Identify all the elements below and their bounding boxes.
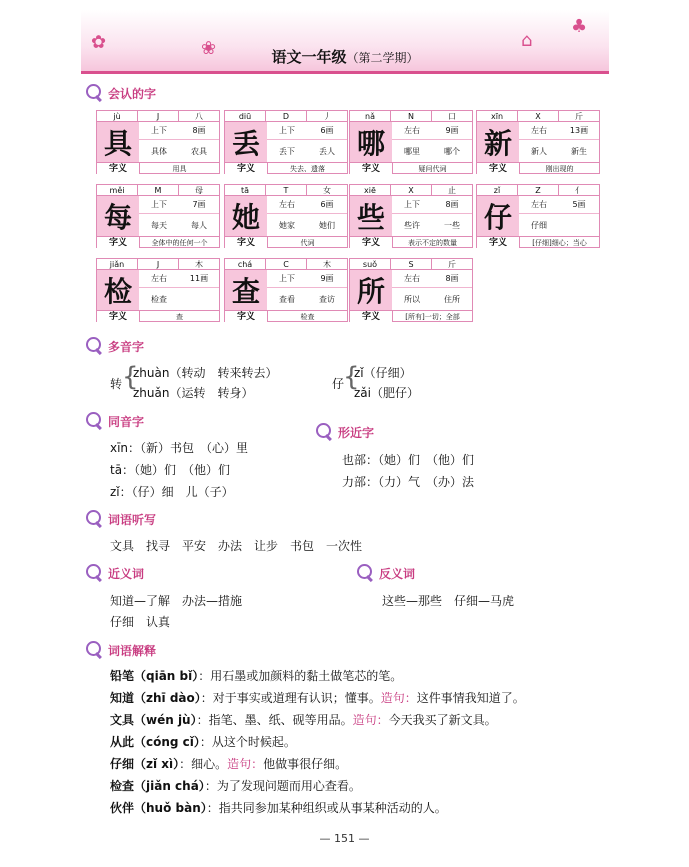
example-label: 造句： [380,691,417,705]
explain-word: 知道（zhī dào） [110,691,201,705]
radical: 止 [448,186,456,195]
hanzi: 检 [97,270,139,310]
word: 新人 [531,146,547,156]
strokes: 6画 [320,126,334,135]
hanzi: 她 [225,196,267,236]
explain-word: 从此（cóng cǐ） [110,735,200,749]
meaning: 代词 [267,237,347,248]
word: 农具 [191,146,207,156]
section-polyphone: 多音字 [86,337,144,355]
explain-line [110,777,361,794]
homophone-line: zǐ：（仔）细 儿（子） [110,485,234,499]
example-sentence: 他做事很仔细。 [263,757,348,771]
structure: 上下 [151,200,167,209]
word: 新生 [571,146,587,156]
word: 每人 [191,220,207,230]
strokes: 9画 [445,126,459,135]
explain-def: ：从这个时候起。 [199,735,296,749]
meaning: 检查 [267,311,347,322]
example-label: 造句： [352,713,389,727]
poly-reading: zǐ（仔细） [354,366,412,380]
word: 她家 [279,220,295,230]
magnifier-icon [86,564,104,582]
section-recognize: 会认的字 [86,84,156,102]
strokes: 5画 [572,200,586,209]
example-sentence: 今天我买了新文具。 [388,713,497,727]
brace-icon: { [343,362,360,392]
section-homophone: 同音字 [86,412,144,430]
meaning: [仔细]细心；当心 [519,237,599,248]
homophone-line: tā：（她）们 （他）们 [110,463,231,477]
meaning-label: 字义 [477,237,519,248]
word: 丢下 [279,146,295,156]
meaning: 疑问代词 [392,163,472,174]
strokes: 6画 [320,200,334,209]
word: 住所 [444,294,460,304]
pinyin: jù [97,111,138,121]
pinyin: suǒ [350,259,391,269]
magnifier-icon [86,337,104,355]
house-icon: ⌂ [521,30,533,51]
hanzi: 所 [350,270,392,310]
flower-icon: ✿ [91,32,107,53]
word: 她们 [319,220,335,230]
char-card [224,258,348,322]
radical: 口 [448,112,456,121]
magnifier-icon [86,641,104,659]
hanzi: 丢 [225,122,267,162]
char-card [224,184,348,248]
initial-letter: X [518,111,559,121]
initial-letter: Z [518,185,559,195]
hanzi: 些 [350,196,392,236]
structure: 左右 [531,126,547,135]
meaning-label: 字义 [225,311,267,322]
pinyin: xīn [477,111,518,121]
homophone-line: xīn：（新）书包 （心）里 [110,441,249,455]
section-synonyms: 近义词 [86,564,144,582]
meaning: 失去、遗落 [267,163,347,174]
initial-letter: C [266,259,307,269]
initial-letter: N [391,111,432,121]
char-card [476,184,600,248]
pinyin: tā [225,185,266,195]
word: 所以 [404,294,420,304]
word: 检查 [151,294,167,304]
structure: 上下 [151,126,167,135]
word: 哪里 [404,146,420,156]
char-card [96,110,220,174]
radical: 斤 [575,112,583,121]
word: 些许 [404,220,420,230]
strokes: 11画 [189,274,209,283]
char-card [96,184,220,248]
explain-def: ：为了发现问题而用心查看。 [204,779,361,793]
radical: 木 [323,260,331,269]
brace-icon: { [122,362,139,392]
meaning-label: 字义 [350,237,392,248]
poly-char-2: 仔 [332,377,345,391]
section-antonyms: 反义词 [357,564,415,582]
structure: 上下 [404,200,420,209]
explain-word: 检查（jiǎn chá） [110,779,205,793]
antonym-line: 这些—那些 仔细—马虎 [382,594,515,608]
pinyin: zǐ [477,185,518,195]
meaning-label: 字义 [477,163,519,174]
word: 查访 [319,294,335,304]
radical: 木 [195,260,203,269]
radical: 丿 [323,112,331,121]
hanzi: 仔 [477,196,519,236]
word: 具体 [151,146,167,156]
hanzi: 具 [97,122,139,162]
strokes: 8画 [445,274,459,283]
word [179,288,219,310]
explain-def: ：指共同参加某种组织或从事某种活动的人。 [206,801,447,815]
page-number: — 151 — [319,832,370,845]
char-card [476,110,600,174]
tree-icon: ♣ [571,16,588,37]
initial-letter: T [266,185,307,195]
strokes: 7画 [192,200,206,209]
page-title: 语文一年级（第二学期） [271,48,419,66]
magnifier-icon [86,84,104,102]
pinyin: diū [225,111,266,121]
meaning-label: 字义 [225,237,267,248]
word: 每天 [151,220,167,230]
structure: 上下 [279,274,295,283]
char-card [349,184,473,248]
word [559,214,599,236]
meaning: 全体中的任何一个 [139,237,219,248]
poly-reading: zǎi（肥仔） [354,386,419,400]
explain-line [110,711,497,728]
meaning: 表示不定的数量 [392,237,472,248]
rabbit-icon: ❀ [201,38,217,59]
explain-line [110,755,347,772]
magnifier-icon [86,412,104,430]
section-dictation: 词语听写 [86,510,156,528]
char-card [349,258,473,322]
magnifier-icon [86,510,104,528]
structure: 上下 [279,126,295,135]
similar-line: 力部：（力）气 （办）法 [342,475,475,489]
explain-word: 铅笔（qiān bǐ） [110,669,199,683]
hanzi: 新 [477,122,519,162]
meaning-label: 字义 [97,311,139,322]
initial-letter: M [138,185,179,195]
explain-def: ：对于事实或道理有认识；懂事。 [200,691,381,705]
explain-word: 文具（wén jù） [110,713,197,727]
poly-reading: zhuàn（转动 转来转去） [133,366,278,380]
word: 查看 [279,294,295,304]
char-card [349,110,473,174]
magnifier-icon [316,423,334,441]
initial-letter: D [266,111,307,121]
example-label: 造句： [227,757,264,771]
pinyin: chá [225,259,266,269]
section-similar: 形近字 [316,423,374,441]
hanzi: 哪 [350,122,392,162]
initial-letter: X [391,185,432,195]
synonym-line: 仔细 认真 [110,615,171,629]
pinyin: xiē [350,185,391,195]
initial-letter: J [138,111,179,121]
structure: 左右 [531,200,547,209]
strokes: 8画 [192,126,206,135]
char-card [96,258,220,322]
meaning-label: 字义 [350,311,392,322]
magnifier-icon [357,564,375,582]
pinyin: měi [97,185,138,195]
poly-char-1: 转 [110,377,123,391]
meaning: [所有]一切；全部 [392,311,472,322]
word: 一些 [444,220,460,230]
meaning: 用具 [139,163,219,174]
initial-letter: S [391,259,432,269]
meaning-label: 字义 [97,163,139,174]
synonym-line: 知道—了解 办法—措施 [110,594,243,608]
radical: 斤 [448,260,456,269]
example-sentence: 这件事情我知道了。 [416,691,525,705]
word: 丢人 [319,146,335,156]
strokes: 9画 [320,274,334,283]
section-explain: 词语解释 [86,641,156,659]
char-card [224,110,348,174]
pinyin: jiǎn [97,259,138,269]
pinyin: nǎ [350,111,391,121]
explain-word: 伙伴（huǒ bàn） [110,801,207,815]
radical: 女 [323,186,331,195]
poly-reading: zhuǎn（运转 转身） [133,386,254,400]
structure: 左右 [404,274,420,283]
explain-line [110,689,525,706]
radical: 母 [195,186,203,195]
initial-letter: J [138,259,179,269]
structure: 左右 [279,200,295,209]
structure: 左右 [151,274,167,283]
word: 哪个 [444,146,460,156]
explain-def: ：指笔、墨、纸、砚等用品。 [196,713,353,727]
strokes: 13画 [569,126,589,135]
radical: 八 [195,112,203,121]
explain-line [110,733,296,750]
similar-line: 也部：（她）们 （他）们 [342,453,475,467]
explain-def: ：细心。 [179,757,228,771]
explain-word: 仔细（zǐ xì） [110,757,180,771]
meaning: 刚出现的 [519,163,599,174]
strokes: 8画 [445,200,459,209]
meaning-label: 字义 [350,163,392,174]
hanzi: 每 [97,196,139,236]
explain-line [110,799,447,816]
meaning-label: 字义 [225,163,267,174]
explain-def: ：用石墨或加颜料的黏土做笔芯的笔。 [198,669,403,683]
explain-line [110,667,402,684]
word: 仔细 [531,220,547,230]
structure: 左右 [404,126,420,135]
radical: 亻 [575,186,583,195]
header-banner [81,10,609,74]
meaning-label: 字义 [97,237,139,248]
dictation-words: 文具 找寻 平安 办法 让步 书包 一次性 [110,539,363,553]
hanzi: 查 [225,270,267,310]
meaning: 查 [139,311,219,322]
